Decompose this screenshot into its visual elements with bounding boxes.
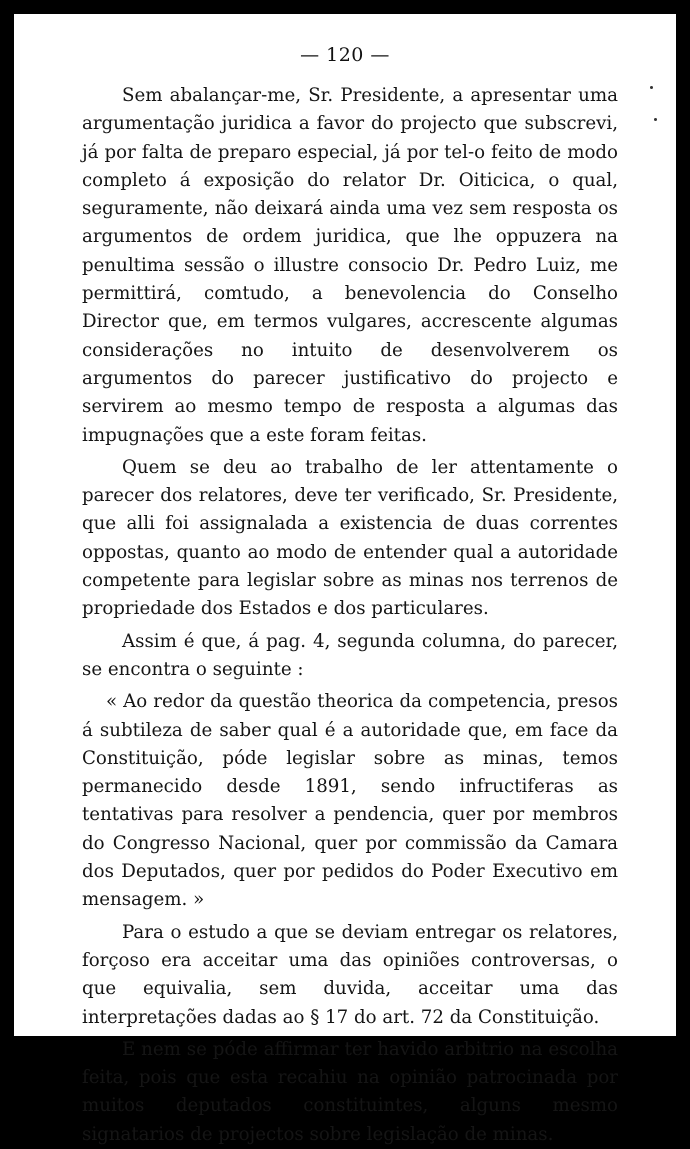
paragraph-5: Para o estudo a que se deviam entregar os relatores, forçoso era acceitar uma das opiniões controversas, o que equivalia, sem duvida, acceitar uma das interpretações dadas ao § 17 do art. 72 da Constituição. (82, 921, 618, 1028)
document-page (14, 14, 676, 1145)
quoted-paragraph: « Ao redor da questão theorica da competencia, presos á subtileza de saber qual é a autoridade que, em face da Constituição, póde legislar sobre as minas, temos permanecido desde 1891, sendo infructiferas as tentativas para resolver a pendencia, quer por membros do Congresso Nacional, quer por commissão da Camara dos Deputados, quer por pedidos do Poder Executivo em mensagem. » (82, 691, 618, 911)
paragraph-1: Sem abalançar-me, Sr. Presidente, a apresentar uma argumentação juridica a favor do projecto que subscrevi, já por falta de preparo especial, já por tel-o feito de modo completo á exposição do relator Dr. Oiticica, o qual, seguramente, não deixará ainda uma vez sem resposta os argumentos de ordem juridica, que lhe oppuzera na penultima sessão o illustre consocio Dr. Pedro Luiz, me permittirá, comtudo, a benevolencia do Conselho Director que, em termos vulgares, accrescente algumas considerações no intuito de desenvolverem os argumentos do parecer justificativo do projecto e servirem ao mesmo tempo de resposta a algumas das impugnações que a este foram feitas. (82, 85, 618, 446)
paragraph-2: Quem se deu ao trabalho de ler attentamente o parecer dos relatores, deve ter verificado, Sr. Presidente, que alli foi assignalada a existencia de duas correntes oppostas, quanto ao modo de entender qual a autoridade competente para legislar sobre as minas nos terrenos de propriedade dos Estados e dos particulares. (82, 456, 618, 620)
paragraph-3: Assim é que, á pag. 4, segunda columna, do parecer, se encontra o seguinte : (82, 630, 618, 680)
text-body (82, 82, 618, 1149)
scan-speck (650, 86, 653, 89)
scan-speck (654, 118, 657, 121)
paragraph-6: E nem se póde affirmar ter havido arbitrio na escolha feita, pois que esta recahiu na opinião patrocinada por muitos deputados constituintes, alguns mesmo signatarios de projectos sobre legislação de minas. (82, 1038, 618, 1145)
page-number: — 120 — (300, 44, 390, 66)
